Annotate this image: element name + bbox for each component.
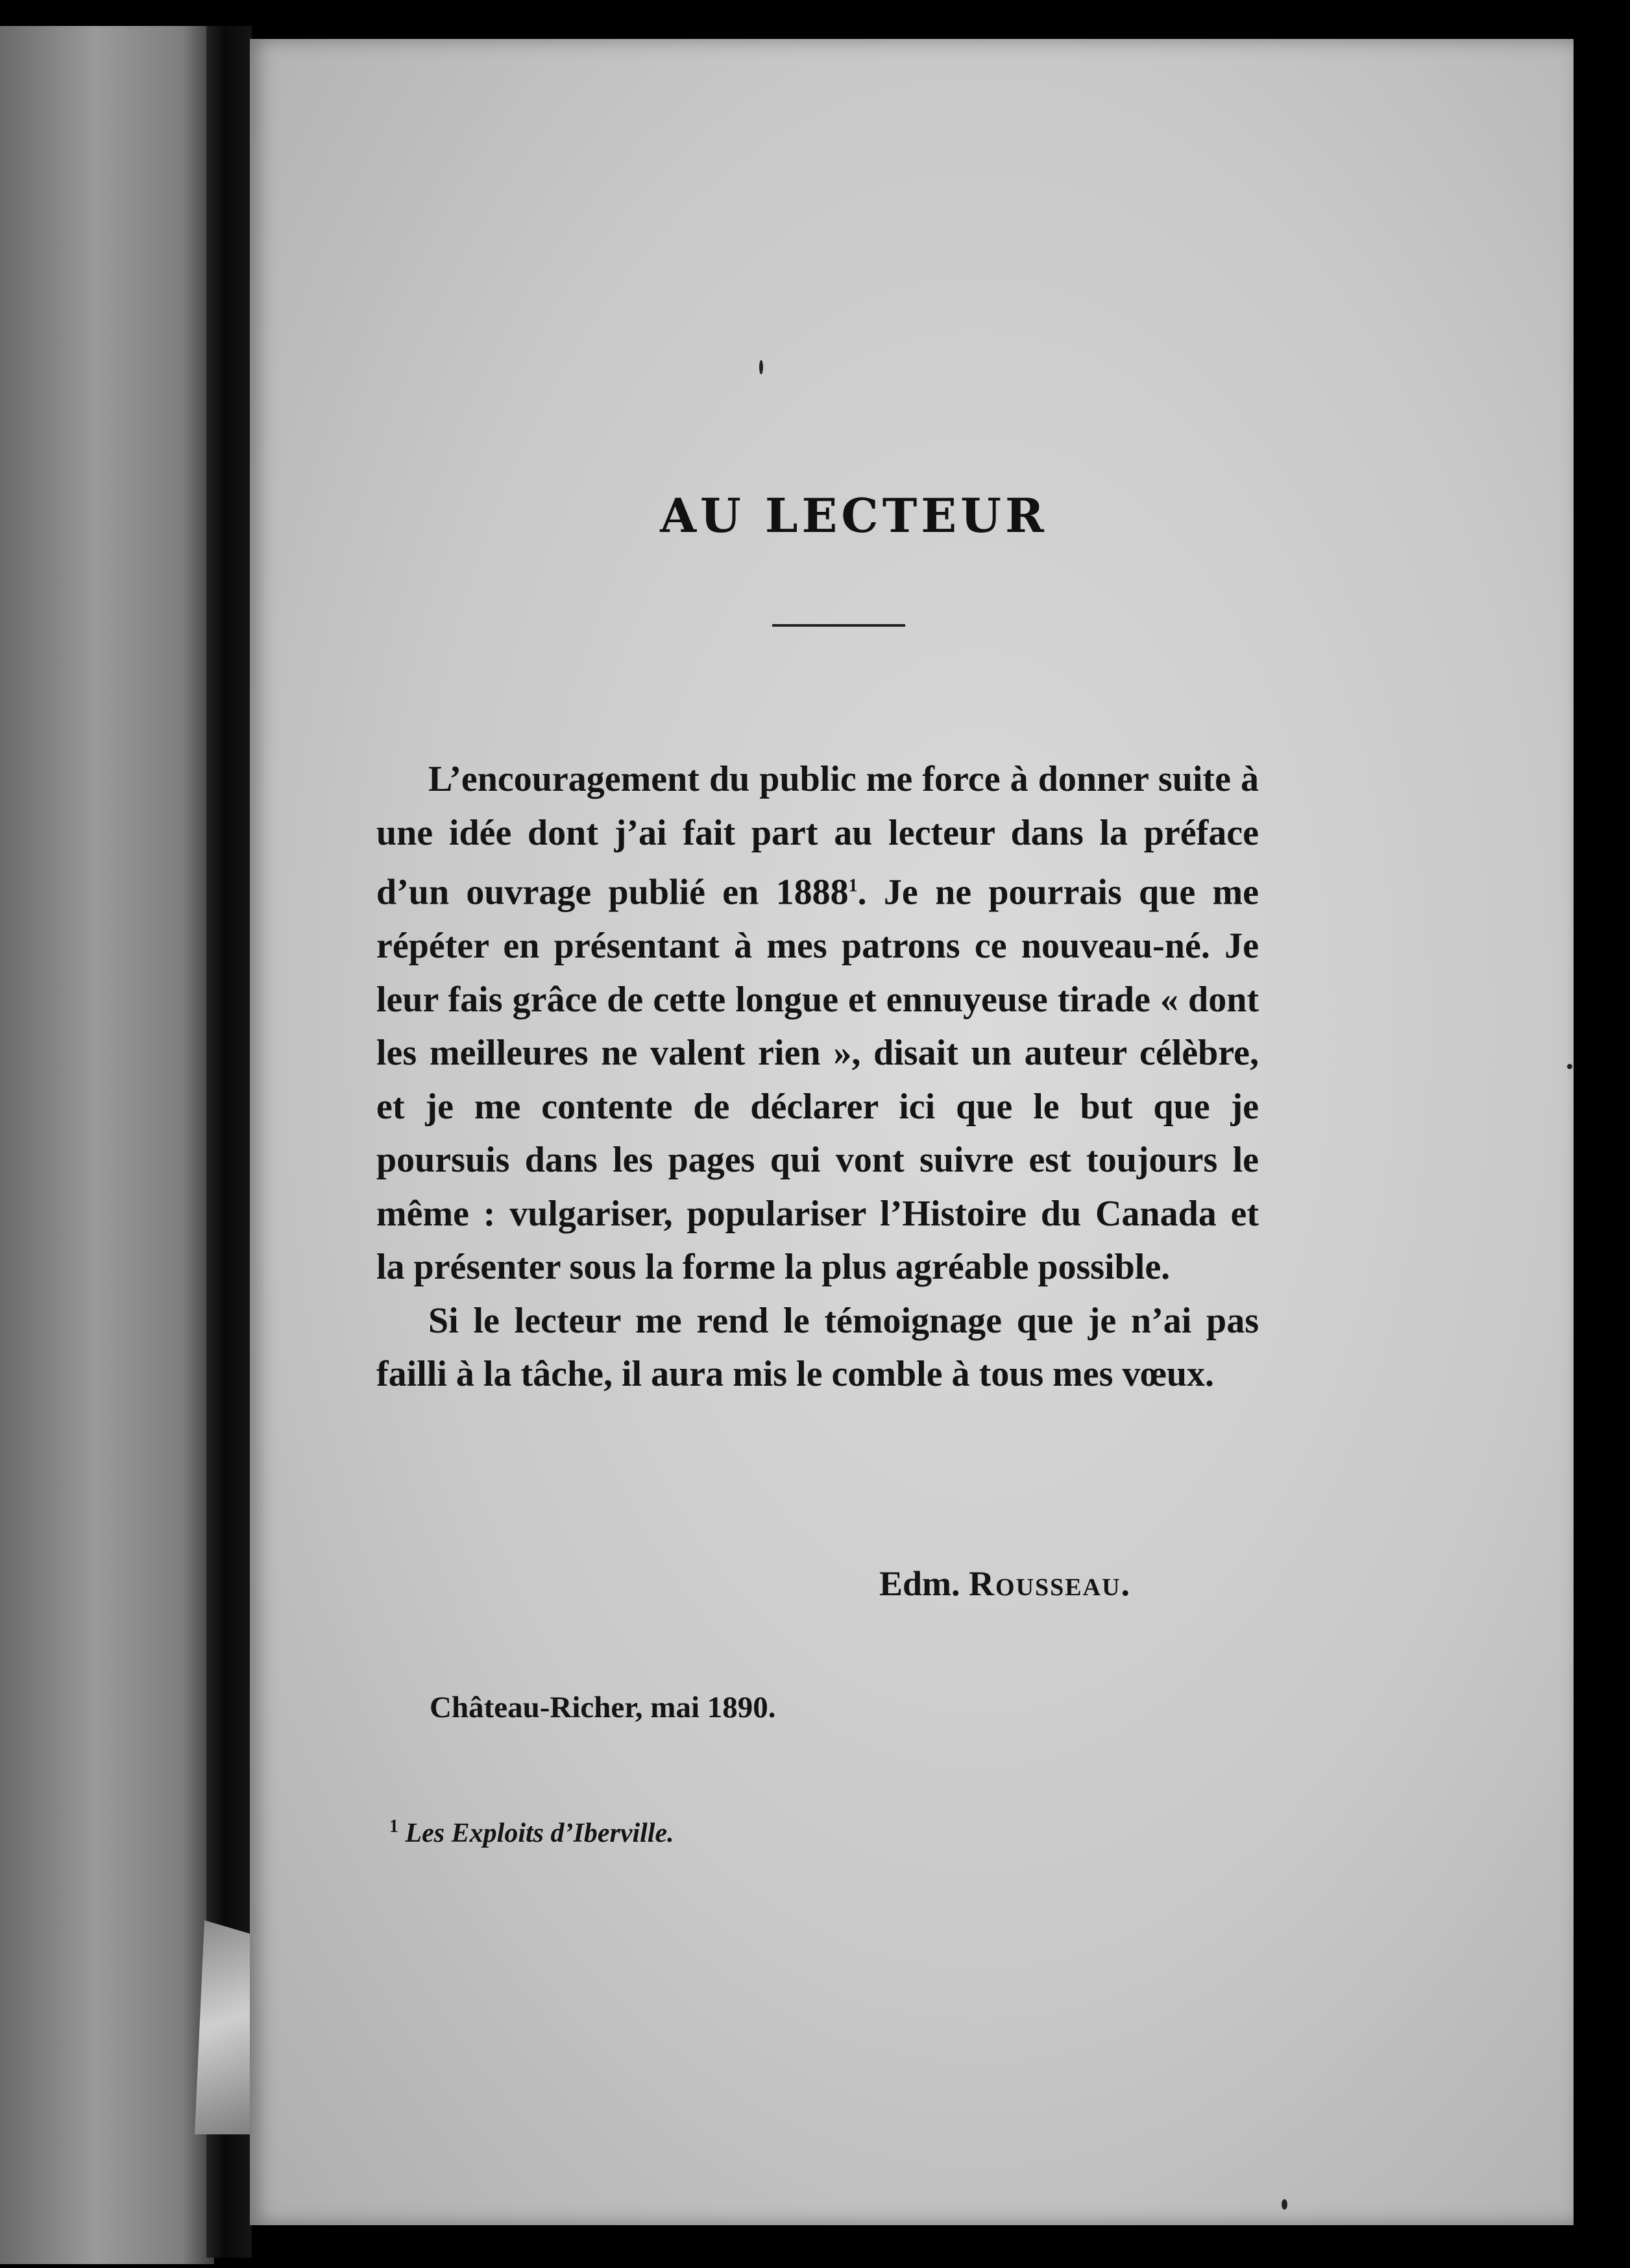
body-text	[376, 753, 1259, 1401]
signature-first: Edm.	[879, 1564, 960, 1603]
ink-speck	[759, 360, 763, 374]
paragraph-1-text-cont: . Je ne pourrais que me répéter en présentant à mes patrons ce nouveau-né. Je leur fais grâce de cette longue et ennuyeuse tirade « dont les meilleures ne valent rien », disait un auteur célèbre, et je me contente de déclarer ici que le but que je poursuis dans les pages qui vont suivre est toujours le même : vulgariser, populariser l’Histoire du Canada et la présenter sous la forme la plus agréable possible.	[376, 872, 1259, 1288]
paragraph-1	[376, 753, 1259, 1294]
footnote	[389, 1816, 674, 1849]
footnote-reference: 1	[848, 876, 858, 896]
place-date: Château-Richer, mai 1890.	[430, 1691, 776, 1724]
paragraph-1-text: L’encouragement du public me force à donner suite à une idée dont j’ai fait part au lecteur dans la préface d’un ouvrage publié en 1888	[376, 759, 1259, 913]
footnote-marker: 1	[389, 1816, 398, 1837]
left-page-edge	[0, 26, 214, 2264]
footnote-text: Les Exploits d’Iberville.	[405, 1818, 674, 1848]
signature-last: Rousseau.	[969, 1564, 1132, 1603]
signature	[879, 1563, 1131, 1604]
ink-speck	[1282, 2199, 1287, 2210]
title-rule	[772, 624, 905, 627]
paragraph-2: Si le lecteur me rend le témoignage que je n’ai pas failli à la tâche, il aura mis le comble à tous mes vœux.	[376, 1300, 1259, 1395]
page-title: AU LECTEUR	[660, 488, 1048, 543]
ink-speck	[1567, 1064, 1572, 1069]
